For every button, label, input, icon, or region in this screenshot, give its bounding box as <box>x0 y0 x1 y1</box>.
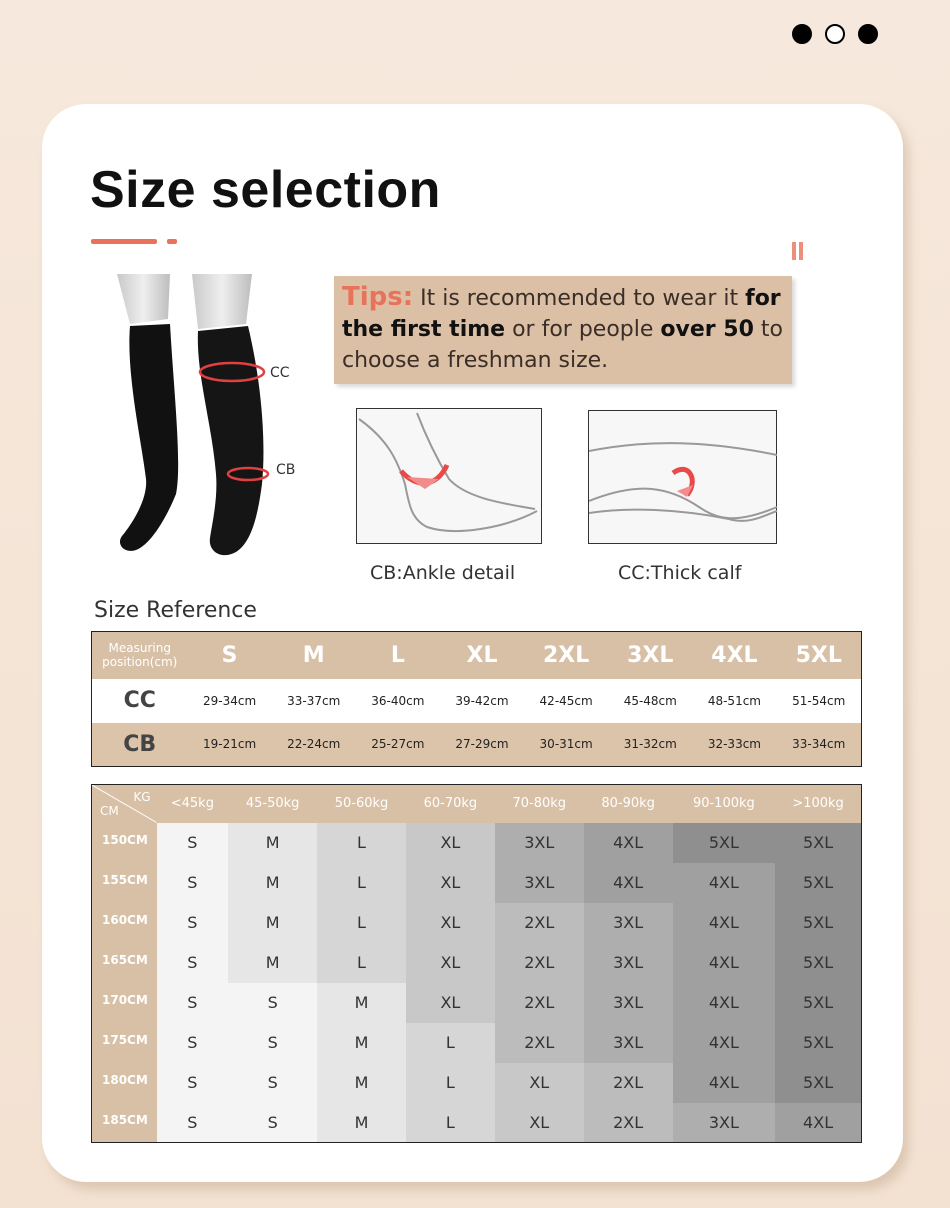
size-header: 4XL <box>711 642 758 668</box>
tips-bold-2: over 50 <box>660 317 754 342</box>
size-cell: 4XL <box>673 903 776 943</box>
corner-cm-label: CM <box>100 803 119 818</box>
size-cell: 2XL <box>584 1063 673 1103</box>
table-cell: 27-29cm <box>455 737 509 752</box>
size-cell: 3XL <box>584 1023 673 1063</box>
size-cell: M <box>317 1103 406 1143</box>
size-cell: M <box>317 1063 406 1103</box>
size-cell: 4XL <box>775 1103 861 1143</box>
size-cell: 4XL <box>673 863 776 903</box>
tips-text-2: or for people <box>505 317 661 342</box>
size-cell: S <box>157 983 229 1023</box>
table-cell: 30-31cm <box>539 737 593 752</box>
table-cell: 22-24cm <box>287 737 341 752</box>
size-cell: 3XL <box>584 943 673 983</box>
table-cell: 33-37cm <box>287 693 341 708</box>
weight-header: 50-60kg <box>317 785 406 823</box>
size-cell: 2XL <box>495 943 584 983</box>
weight-header: 80-90kg <box>584 785 673 823</box>
table-row <box>92 823 862 863</box>
table-cell: 51-54cm <box>792 693 846 708</box>
height-row-label: 150CM <box>92 823 157 863</box>
row-label: CB <box>123 731 157 757</box>
size-cell: M <box>317 983 406 1023</box>
size-cell: XL <box>406 903 495 943</box>
weight-header: >100kg <box>775 785 861 823</box>
size-cell: M <box>228 823 317 863</box>
size-cell: 5XL <box>775 1063 861 1103</box>
size-header: 5XL <box>795 642 842 668</box>
size-cell: 4XL <box>584 823 673 863</box>
size-cell: XL <box>406 863 495 903</box>
size-cell: L <box>406 1063 495 1103</box>
size-cell: 5XL <box>775 983 861 1023</box>
table-row <box>92 1103 862 1143</box>
sock-illustration <box>112 274 312 564</box>
table-row <box>92 943 862 983</box>
calf-detail-label: CC:Thick calf <box>618 562 742 584</box>
size-cell: 4XL <box>673 1063 776 1103</box>
weight-header: 70-80kg <box>495 785 584 823</box>
weight-header-row <box>92 785 862 823</box>
tips-text-1: It is recommended to wear it <box>413 286 746 311</box>
size-cell: 5XL <box>775 863 861 903</box>
size-cell: L <box>406 1023 495 1063</box>
size-cell: 3XL <box>673 1103 776 1143</box>
height-row-label: 175CM <box>92 1023 157 1063</box>
tips-text-3: to choose a freshman size. <box>342 317 783 373</box>
size-cell: 5XL <box>673 823 776 863</box>
ankle-detail-image <box>356 408 542 544</box>
size-cell: S <box>228 983 317 1023</box>
size-cell: L <box>406 1103 495 1143</box>
page-title: Size selection <box>90 161 441 219</box>
size-cell: 4XL <box>673 943 776 983</box>
size-header: 2XL <box>542 642 590 668</box>
size-cell: XL <box>406 943 495 983</box>
size-cell: 5XL <box>775 1023 861 1063</box>
size-cell: L <box>317 943 406 983</box>
size-cell: XL <box>495 1063 584 1103</box>
size-cell: 2XL <box>584 1103 673 1143</box>
size-cell: L <box>317 823 406 863</box>
size-cell: S <box>157 1023 229 1063</box>
table-row <box>92 863 862 903</box>
size-cell: M <box>317 1023 406 1063</box>
table-cell: 36-40cm <box>371 693 425 708</box>
tips-bold-1: for the first time <box>342 286 781 342</box>
size-cell: 3XL <box>495 823 584 863</box>
table-cell: 31-32cm <box>623 737 677 752</box>
size-cell: 2XL <box>495 1023 584 1063</box>
weight-header: <45kg <box>157 785 229 823</box>
size-cell: XL <box>406 983 495 1023</box>
size-cell: S <box>228 1103 317 1143</box>
size-cell: 5XL <box>775 903 861 943</box>
table-cell: 45-48cm <box>623 693 677 708</box>
size-cell: XL <box>406 823 495 863</box>
size-cell: L <box>317 863 406 903</box>
height-row-label: 160CM <box>92 903 157 943</box>
size-cell: 5XL <box>775 943 861 983</box>
size-cell: S <box>157 1103 229 1143</box>
row-label: CC <box>123 688 156 713</box>
tips-box <box>334 276 792 384</box>
weight-header: 60-70kg <box>406 785 495 823</box>
table-row <box>92 903 862 943</box>
size-cell: S <box>157 823 229 863</box>
size-cell: 2XL <box>495 983 584 1023</box>
size-cell: XL <box>495 1103 584 1143</box>
size-cell: 3XL <box>584 903 673 943</box>
size-header: M <box>302 642 325 668</box>
calf-detail-image <box>588 410 777 544</box>
ref-header-row <box>92 632 862 679</box>
ankle-detail-label: CB:Ankle detail <box>370 562 516 584</box>
size-cell: S <box>157 863 229 903</box>
table-cell: 48-51cm <box>707 693 761 708</box>
pause-icon <box>792 242 804 260</box>
size-cell: S <box>228 1023 317 1063</box>
table-cell: 19-21cm <box>202 737 257 752</box>
table-cell: 29-34cm <box>202 693 257 708</box>
weight-header: 45-50kg <box>228 785 317 823</box>
cb-marker-label: CB <box>276 462 296 478</box>
height-row-label: 170CM <box>92 983 157 1023</box>
table-cell: 33-34cm <box>792 737 846 752</box>
size-header: L <box>390 642 405 668</box>
size-card <box>42 104 903 1182</box>
title-underline <box>91 239 157 244</box>
size-cell: S <box>157 1063 229 1103</box>
size-cell: 2XL <box>495 903 584 943</box>
size-cell: M <box>228 943 317 983</box>
table-corner <box>92 785 157 823</box>
size-cell: 4XL <box>673 983 776 1023</box>
table-cell: 25-27cm <box>371 737 425 752</box>
table-row <box>92 983 862 1023</box>
size-cell: M <box>228 903 317 943</box>
size-cell: 5XL <box>775 823 861 863</box>
size-reference-table <box>91 631 862 767</box>
table-cell: 39-42cm <box>455 693 509 708</box>
size-header: S <box>221 642 238 668</box>
height-row-label: 155CM <box>92 863 157 903</box>
table-row <box>92 1063 862 1103</box>
size-cell: L <box>317 903 406 943</box>
size-cell: 4XL <box>673 1023 776 1063</box>
size-cell: S <box>228 1063 317 1103</box>
tips-heading: Tips: <box>342 282 414 312</box>
table-cell: 42-45cm <box>539 693 593 708</box>
ref-row-cb <box>92 723 862 767</box>
carousel-dot-2[interactable] <box>825 24 845 44</box>
height-weight-size-table <box>91 784 862 1143</box>
carousel-dot-3[interactable] <box>858 24 878 44</box>
corner-kg-label: KG <box>133 790 151 804</box>
size-cell: 3XL <box>495 863 584 903</box>
carousel-dot-1[interactable] <box>792 24 812 44</box>
ref-row-cc <box>92 679 862 723</box>
title-underline-dot <box>167 239 177 244</box>
cc-marker-label: CC <box>270 365 290 381</box>
table-cell: 32-33cm <box>707 737 761 752</box>
size-reference-title: Size Reference <box>94 598 257 623</box>
size-header: 3XL <box>627 642 674 668</box>
size-cell: S <box>157 943 229 983</box>
size-header: XL <box>466 642 498 668</box>
table-row <box>92 1023 862 1063</box>
carousel-dots <box>792 24 878 44</box>
size-cell: 3XL <box>584 983 673 1023</box>
size-grid-body <box>92 823 862 1143</box>
measuring-position-header: Measuring position(cm) <box>102 641 178 670</box>
weight-header: 90-100kg <box>673 785 776 823</box>
size-cell: S <box>157 903 229 943</box>
height-row-label: 185CM <box>92 1103 157 1143</box>
height-row-label: 180CM <box>92 1063 157 1103</box>
size-cell: 4XL <box>584 863 673 903</box>
height-row-label: 165CM <box>92 943 157 983</box>
size-cell: M <box>228 863 317 903</box>
